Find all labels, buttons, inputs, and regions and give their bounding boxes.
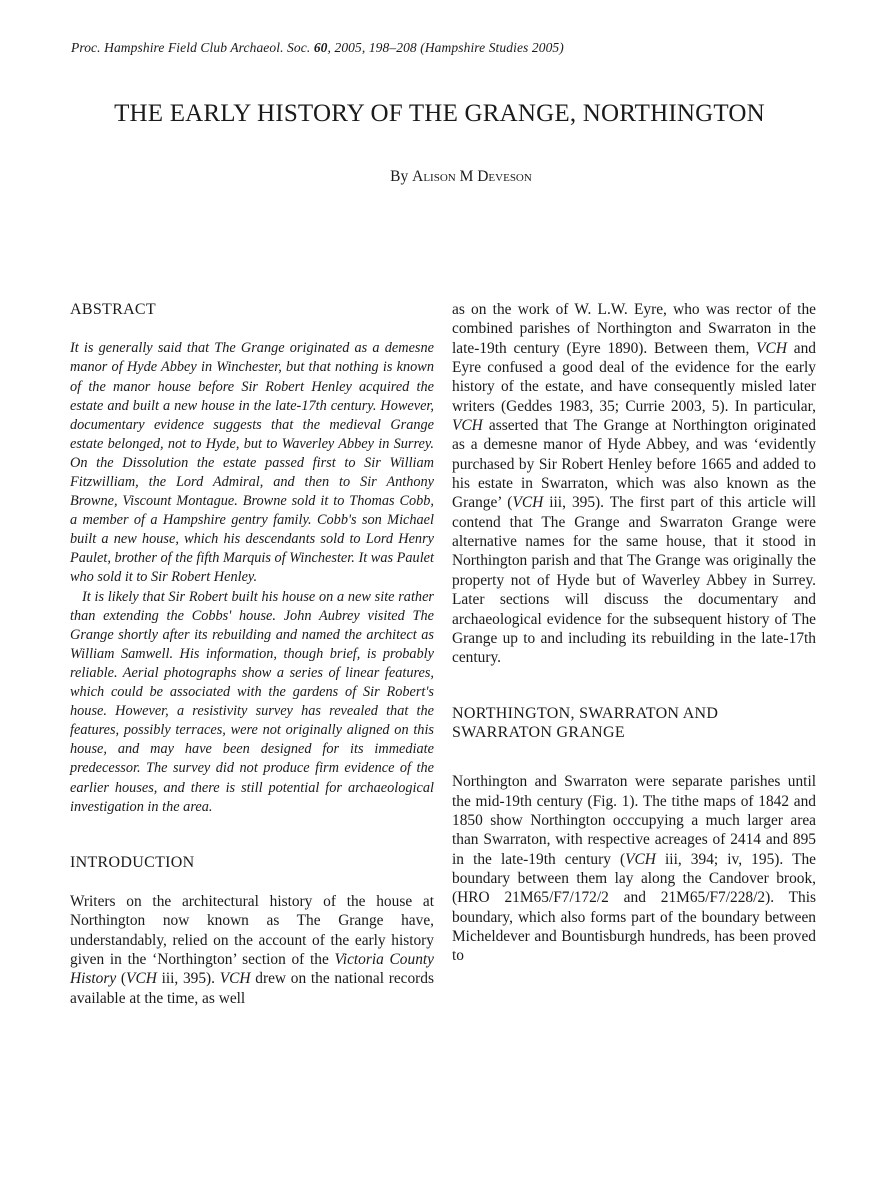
byline: [0, 168, 879, 186]
vch-abbrev: VCH: [452, 417, 483, 435]
vch-title: Victoria County History: [70, 951, 435, 988]
volume-number: 60: [313, 40, 328, 55]
abstract-body: [70, 339, 434, 816]
vch-abbrev: VCH: [756, 339, 787, 357]
vch-abbrev: VCH: [219, 970, 251, 988]
byline-prefix: By: [390, 168, 409, 185]
text-run: as on the work of W. L.W. Eyre, who was rector of the combined parishes of Northington and Swarraton in the late-19th century (Eyre 1890). Between them,: [452, 301, 816, 357]
section-heading-line-2: SWARRATON GRANGE: [452, 723, 625, 741]
text-run: iii, 395).: [156, 970, 220, 988]
text-run: iii, 394; iv, 195). The boundary between them lay along the Candover brook, (HRO 21M65/F7/172/2 and 21M65/F7/228/2). This boundary, which also forms part of the boundary between Micheldever and Bountisburgh hundreds, has been proved to: [452, 850, 816, 965]
article-title: THE EARLY HISTORY OF THE GRANGE, NORTHINGTON: [114, 100, 765, 127]
text-run: iii, 395). The first part of this article will contend that The Grange and Swarraton Grange were alternative names for the same house, that it stood in Northington parish and that The Grange was originally the property not of Hyde but of Waverley Abbey in Surrey. Later sections will discuss the documentary and archaeological evidence for the subsequent history of The Grange up to and including its rebuilding in the late-17th century.: [452, 494, 817, 667]
text-run: drew on the national records available at the time, as well: [70, 970, 434, 1007]
introduction-paragraph-1: [70, 892, 434, 1008]
vch-abbrev: VCH: [126, 970, 157, 988]
text-run: and Eyre confused a good deal of the evidence for the early history of the estate, and have consequently misled later writers (Geddes 1983, 35; Currie 2003, 5). In particular,: [452, 339, 816, 415]
citation-text: Proc. Hampshire Field Club Archaeol. Soc.: [71, 40, 311, 55]
text-run: (: [116, 970, 127, 988]
introduction-paragraph-continued: [452, 300, 816, 668]
vch-abbrev: VCH: [512, 494, 544, 512]
section-heading: [452, 704, 816, 743]
author-name: Alison M Deveson: [412, 168, 532, 185]
text-run: asserted that The Grange at Northington originated as a demesne manor of Hyde Abbey, and was ‘evidently purchased by Sir Robert Henley before 1665 and added to his estate in Swarraton, which was also known as the Grange’ (: [452, 417, 816, 512]
text-run: Writers on the architectural history of the house at Northington now known as The Grange have, understandably, relied on the account of the early history given in the ‘Northington’ section of the: [70, 893, 434, 969]
right-column: [452, 300, 816, 966]
left-column: [70, 300, 434, 1008]
journal-citation: [71, 40, 831, 56]
abstract-paragraph-1: It is generally said that The Grange originated as a demesne manor of Hyde Abbey in Winchester, but that nothing is known of the manor house before Sir Robert Henley acquired the estate and built a new house in the late-17th century. However, documentary evidence suggests that the medieval Grange estate belonged, not to Hyde, but to Waverley Abbey in Surrey. On the Dissolution the estate passed first to Sir William Fitzwilliam, the Lord Admiral, and then to Sir Anthony Browne, Viscount Montague. Browne sold it to Thomas Cobb, a member of a Hampshire gentry family. Cobb's son Michael built a new house, which his descendants sold to Lord Henry Paulet, brother of the fifth Marquis of Winchester. It was Paulet who sold it to Sir Robert Henley.: [70, 340, 434, 586]
vch-abbrev: VCH: [625, 850, 656, 868]
section-heading-line-1: NORTHINGTON, SWARRATON AND: [452, 704, 719, 722]
section-paragraph-1: [452, 772, 816, 965]
introduction-heading: INTRODUCTION: [70, 853, 195, 871]
abstract-heading: ABSTRACT: [70, 301, 156, 318]
citation-rest: , 2005, 198–208 (Hampshire Studies 2005): [327, 40, 564, 55]
abstract-paragraph-2: It is likely that Sir Robert built his house on a new site rather than extending the Cobbs' house. John Aubrey visited The Grange shortly after its rebuilding and named the architect as William Samwell. His information, though brief, is probably reliable. Aerial photographs show a series of linear features, which could be associated with the gardens of Sir Robert's house. However, a resistivity survey has revealed that the features, possibly terraces, were not originally aligned on this house, and may have been designed for its immediate predecessor. The survey did not produce firm evidence of the earlier houses, and there is still potential for archaeological investigation in the area.: [70, 588, 434, 815]
text-run: Northington and Swarraton were separate parishes until the mid-19th century (Fig. 1). The tithe maps of 1842 and 1850 show Northington occcupying a much larger area than Swarraton, with respective acreages of 2414 and 895 in the late-19th century (: [452, 773, 816, 868]
